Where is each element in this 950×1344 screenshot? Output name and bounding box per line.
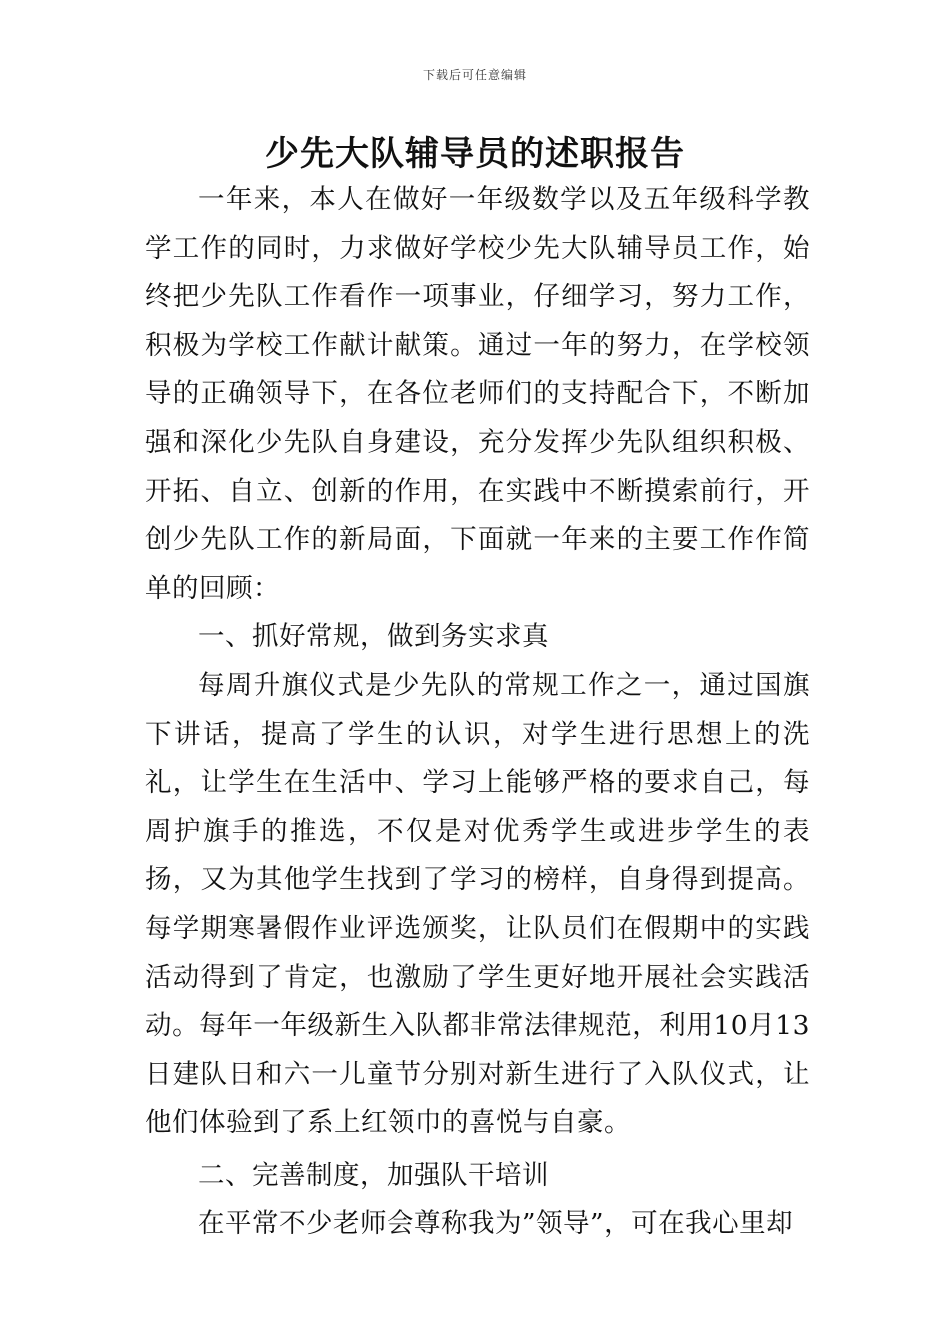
document-title: 少先大队辅导员的述职报告 — [265, 134, 685, 174]
header-note: 下载后可任意编辑 — [422, 68, 527, 82]
intro-paragraph: 一年来，本人在做好一年级数学以及五年级科学教学工作的同时，力求做好学校少先大队辅导员工作，始终把少先队工作看作一项事业，仔细学习，努力工作，积极为学校工作献计献策。通过一年的努力，在学校领导的正确领导下，在各位老师们的支持配合下，不断加强和深化少先队自身建设，充分发挥少先队组织积极、开拓、自立、创新的作用，在实践中不断摸索前行，开创少先队工作的新局面，下面就一年来的主要工作作简单的回顾： — [145, 184, 810, 604]
section-1-paragraph: 每周升旗仪式是少先队的常规工作之一，通过国旗下讲话，提高了学生的认识，对学生进行思想上的洗礼，让学生在生活中、学习上能够严格的要求自己，每周护旗手的推选，不仅是对优秀学生或进步学生的表扬，又为其他学生找到了学习的榜样，自身得到提高。每学期寒暑假作业评选颁奖，让队员们在假期中的实践活动得到了肯定，也激励了学生更好地开展社会实践活动。每年一年级新生入队都非常法律规范，利用10月13日建队日和六一儿童节分别对新生进行了入队仪式，让他们体验到了系上红领巾的喜悦与自豪。 — [145, 669, 810, 1139]
section-heading-1: 一、抓好常规，做到务实求真 — [198, 621, 549, 653]
section-2-paragraph: 在平常不少老师会尊称我为”领导”，可在我心里却 — [198, 1208, 794, 1240]
section-heading-2: 二、完善制度，加强队干培训 — [198, 1159, 549, 1191]
document-body — [145, 176, 810, 1249]
